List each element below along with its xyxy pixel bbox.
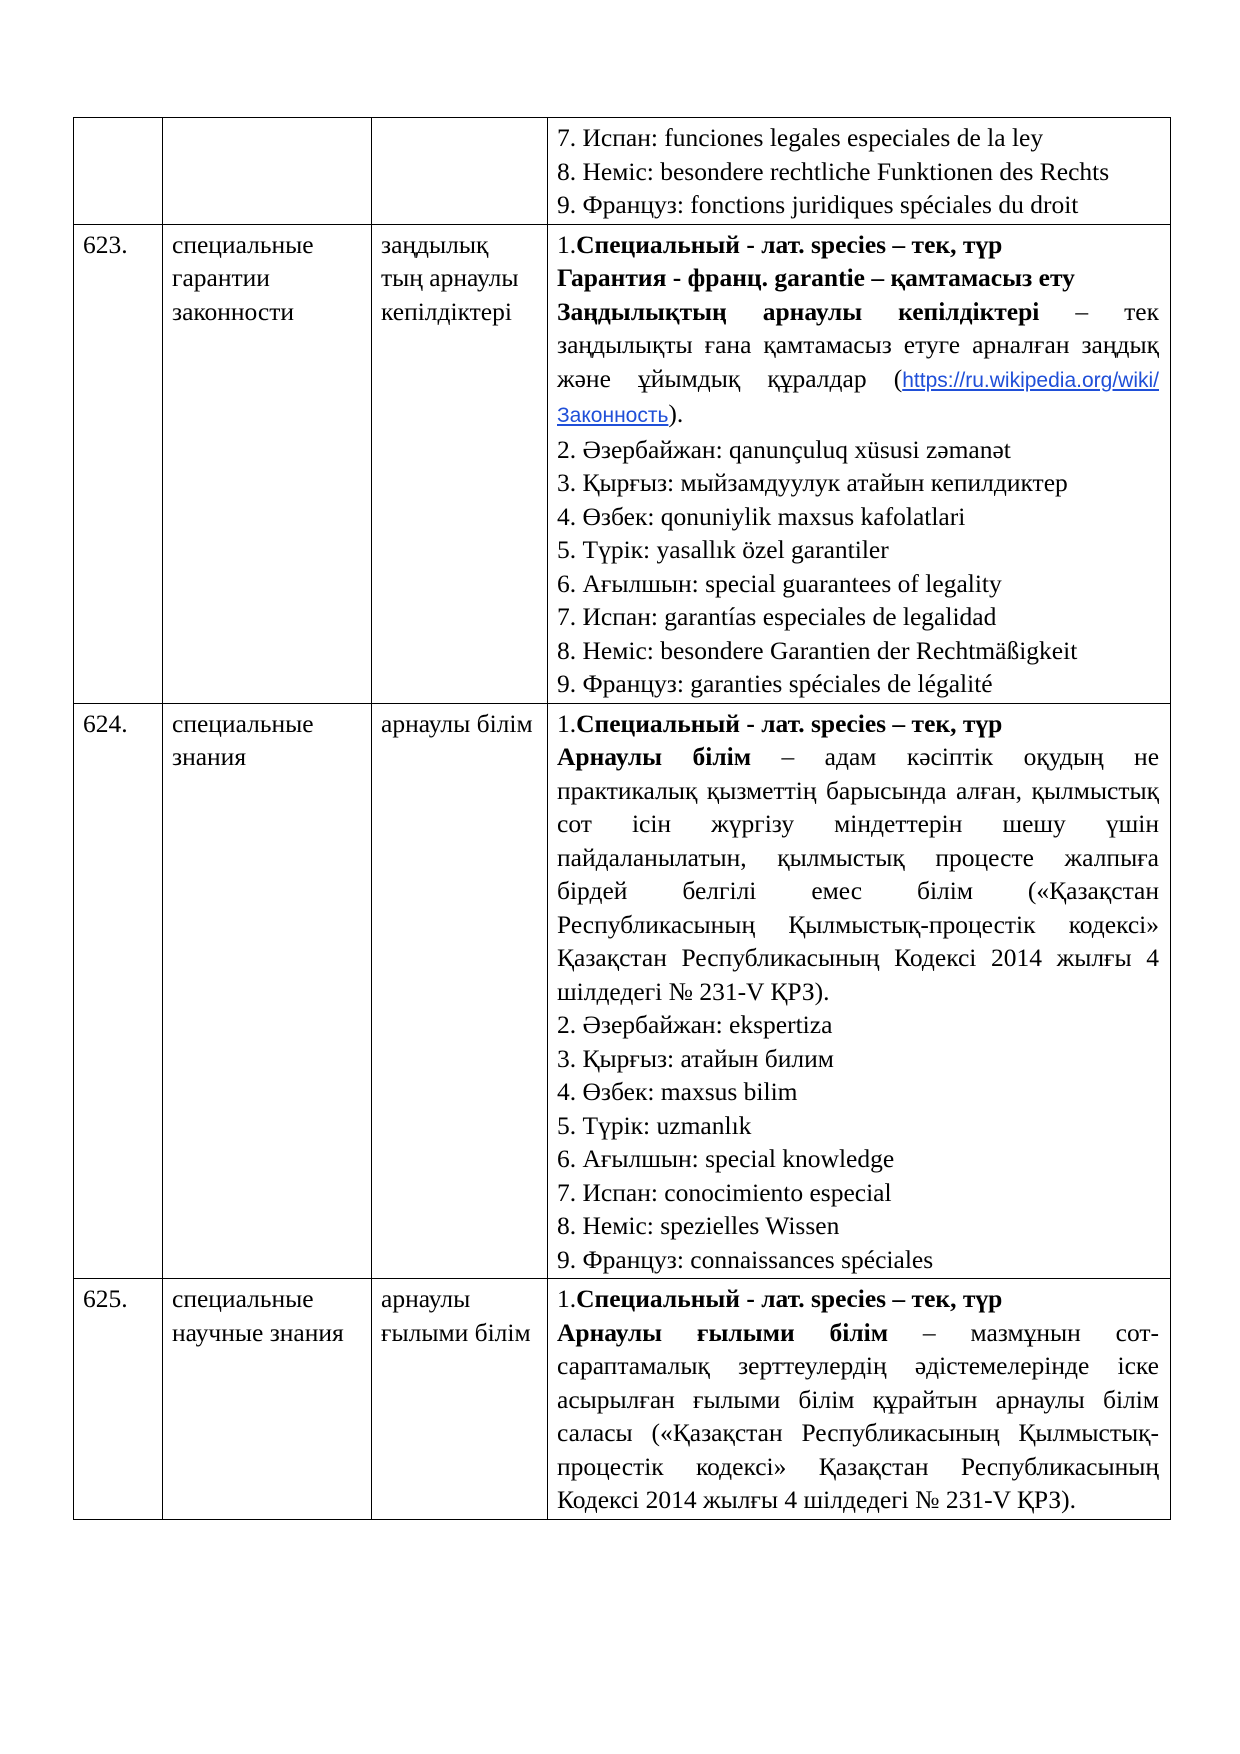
translation-line: 3. Қырғыз: мыйзамдуулук атайын кепилдиктер — [557, 468, 1068, 497]
cell-number: 623. — [74, 224, 163, 703]
translation-line: 2. Әзербайжан: ekspertiza — [557, 1010, 833, 1039]
translation-line: 9. Француз: connaissances spéciales — [557, 1244, 934, 1274]
translation-line: 3. Қырғыз: атайын билим — [557, 1043, 834, 1073]
definition-text: – тек заңдылықты ғана қамтамасыз етуге арналған заңдық және ұйымдық құралдар ( — [557, 296, 1159, 393]
translation-line: 9. Француз: fonctions juridiques spéciales du droit — [557, 190, 1079, 219]
translation-line: 6. Ағылшын: special guarantees of legality — [557, 568, 1002, 598]
definition-paragraph — [557, 740, 1159, 1008]
etymology-line: Гарантия - франц. garantie – қамтамасыз ету — [557, 263, 1075, 292]
cell-definition — [548, 224, 1171, 703]
table-row — [74, 118, 1171, 225]
translation-line: 7. Испан: conocimiento especial — [557, 1177, 892, 1207]
cell-kazakh-term: арнаулы ғылыми білім — [372, 1279, 548, 1520]
cell-kazakh-term — [372, 118, 548, 225]
cell-number: 624. — [74, 703, 163, 1279]
translation-line: 6. Ағылшын: special knowledge — [557, 1144, 895, 1173]
etymology-line: 1.Специальный - лат. species – тек, түр — [557, 229, 1003, 259]
table-row — [74, 224, 1171, 703]
terms-table-body — [74, 118, 1171, 1520]
translation-line: 2. Әзербайжан: qanunçuluq xüsusi zəmanət — [557, 434, 1011, 464]
table-row — [74, 703, 1171, 1279]
terms-table — [73, 117, 1171, 1520]
definition-paragraph — [557, 1316, 1159, 1517]
definition-text: – мазмұнын сот-сараптамалық зерттеулердің әдістемелерінде іске асырылған ғылыми білім құрайтын арнаулы білім саласы («Қазақстан Республикасының Қылмыстық-процестік кодексі» Қазақстан Республикасының Кодексі 2014 жылғы 4 шілдедегі № 231-V ҚРЗ). — [557, 1317, 1159, 1514]
table-row — [74, 1279, 1171, 1520]
translation-line: 8. Неміс: spezielles Wissen — [557, 1211, 840, 1240]
cell-russian-term: специальные научные знания — [163, 1279, 372, 1520]
cell-kazakh-term: заңдылық тың арнаулы кепілдіктері — [372, 224, 548, 703]
translation-line: 7. Испан: garantías especiales de legalidad — [557, 602, 997, 631]
cell-definition — [548, 1279, 1171, 1520]
cell-definition — [548, 118, 1171, 225]
cell-number — [74, 118, 163, 225]
translation-line: 7. Испан: funciones legales especiales de la ley — [557, 123, 1044, 152]
translation-line: 9. Француз: garanties spéciales de légalité — [557, 669, 993, 698]
translation-line: 8. Неміс: besondere Garantien der Rechtmäßigkeit — [557, 635, 1078, 665]
translation-line: 5. Түрік: yasallık özel garantiler — [557, 535, 889, 564]
etymology-line: 1.Специальный - лат. species – тек, түр — [557, 708, 1003, 738]
translation-line: 5. Түрік: uzmanlık — [557, 1110, 752, 1140]
translation-line: 8. Неміс: besondere rechtliche Funktionen des Rechts — [557, 156, 1110, 186]
cell-russian-term: специальные знания — [163, 703, 372, 1279]
cell-definition — [548, 703, 1171, 1279]
definition-paragraph: Заңдылықтың арнаулы кепілдіктері – тек заңдылықты ғана қамтамасыз етуге арналған заңдық және ұйымдық құралдар (https://ru.wikipedia.org/wiki/Законность). — [557, 296, 1159, 428]
cell-kazakh-term: арнаулы білім — [372, 703, 548, 1279]
definition-term: Арнаулы ғылыми білім — [557, 1317, 889, 1347]
cell-russian-term: специальные гарантии законности — [163, 224, 372, 703]
etymology-line: 1.Специальный - лат. species – тек, түр — [557, 1284, 1003, 1313]
cell-number: 625. — [74, 1279, 163, 1520]
document-page — [73, 117, 1170, 1520]
translation-line: 4. Өзбек: maxsus bilim — [557, 1077, 798, 1106]
translation-line: 4. Өзбек: qonuniylik maxsus kafolatlari — [557, 501, 966, 531]
source-link[interactable]: https://ru.wikipedia.org/wiki/Законность — [557, 368, 1159, 427]
definition-term: Арнаулы білім — [557, 742, 752, 771]
definition-text: – адам кәсіптік оқудың не практикалық қызметтің барысында алған, қылмыстық сот ісін жүргізу міндеттерін шешу үшін пайдаланылатын, қылмыстық процесте жалпыға бірдей белгілі емес білім («Қазақстан Республикасының Қылмыстық-процестік кодексі» Қазақстан Республикасының Кодексі 2014 жылғы 4 шілдедегі № 231-V ҚРЗ). — [557, 742, 1160, 1006]
cell-russian-term — [163, 118, 372, 225]
definition-term: Заңдылықтың арнаулы кепілдіктері — [557, 296, 1040, 326]
